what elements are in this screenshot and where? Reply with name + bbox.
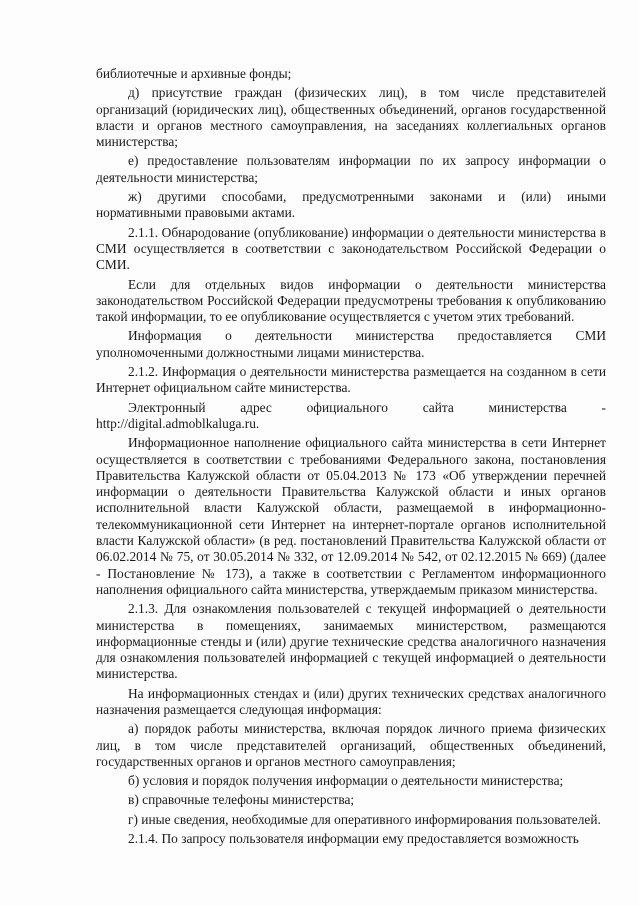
paragraph: На информационных стендах и (или) других технических средствах аналогичного назначения размещается следующая информация: <box>96 685 606 717</box>
document-body <box>96 66 606 850</box>
paragraph: 2.1.4. По запросу пользователя информации ему предоставляется возможность <box>128 831 579 847</box>
paragraph: д) присутствие граждан (физических лиц), в том числе представителей организаций (юридических лиц), общественных объединений, органов государственной власти и органов местного самоуправления, на заседаниях коллегиальных органов министерства; <box>96 85 606 150</box>
paragraph: ж) другими способами, предусмотренными законами и (или) иными нормативными правовыми актами. <box>96 189 606 221</box>
paragraph: в) справочные телефоны министерства; <box>128 792 355 808</box>
paragraph: Если для отдельных видов информации о деятельности министерства законодательством Российской Федерации предусмотрены требования к опубликованию такой информации, то ее опубликование осуществляется с учетом этих требований. <box>96 276 606 325</box>
paragraph: библиотечные и архивные фонды; <box>96 66 292 81</box>
paragraph: Информационное наполнение официального сайта министерства в сети Интернет осуществляется в соответствии с требованиями Федерального закона, постановления Правительства Калужской области от 05.04.2013 № 173 «Об утверждении перечней информации о деятельности Правительства Калужской области и иных органов исполнительной власти Калужской области, размещаемой в информационно-телекоммуникационной сети Интернет на интернет-портале органов исполнительной власти Калужской области» (в ред. постановлений Правительства Калужской области от 06.02.2014 № 75, от 30.05.2014 № 332, от 12.09.2014 № 542, от 02.12.2015 № 669) (далее - Постановление № 173), а также в соответствии с Регламентом информационного наполнения официального сайта министерства, утверждаемым приказом министерства. <box>96 435 606 597</box>
paragraph: б) условия и порядок получения информации о деятельности министерства; <box>128 773 564 789</box>
paragraph-website-address: Электронный адрес официального сайта министерства - http://digital.admoblkaluga.ru. <box>96 399 606 431</box>
paragraph: Информация о деятельности министерства предоставляется СМИ уполномоченными должностными лицами министерства. <box>96 328 606 360</box>
paragraph: г) иные сведения, необходимые для оперативного информирования пользователей. <box>128 811 601 827</box>
paragraph: 2.1.2. Информация о деятельности министерства размещается на созданном в сети Интернет официальном сайте министерства. <box>96 364 606 396</box>
paragraph: 2.1.3. Для ознакомления пользователей с текущей информацией о деятельности министерства в помещениях, занимаемых министерством, размещаются информационные стенды и (или) другие технические средства аналогичного назначения для ознакомления пользователей информацией с текущей информацией о деятельности министерства. <box>96 601 606 682</box>
paragraph: е) предоставление пользователям информации по их запросу информации о деятельности министерства; <box>96 153 606 185</box>
paragraph: а) порядок работы министерства, включая порядок личного приема физических лиц, в том числе представителей организаций, общественных объединений, государственных органов и органов местного самоуправления; <box>96 721 606 769</box>
paragraph: 2.1.1. Обнародование (опубликование) информации о деятельности министерства в СМИ осуществляется в соответствии с законодательством Российской Федерации о СМИ. <box>96 224 606 273</box>
